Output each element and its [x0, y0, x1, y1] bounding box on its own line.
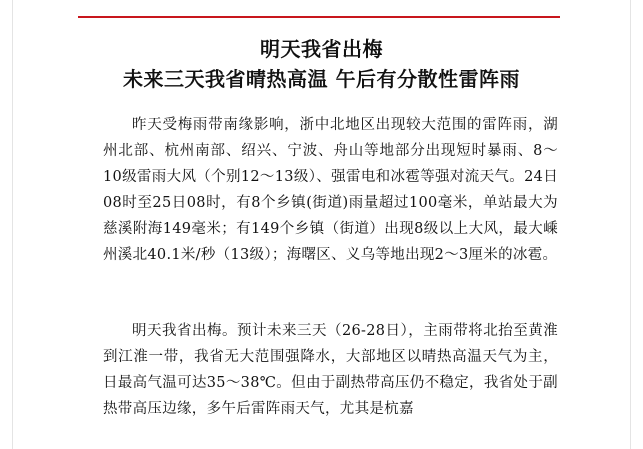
headline-main: 明天我省出梅 — [260, 37, 383, 61]
header-red-rule — [78, 16, 560, 18]
body-paragraph-1: 昨天受梅雨带南缘影响，浙中北地区出现较大范围的雷阵雨，湖州北部、杭州南部、绍兴、宁波、舟山等地部分出现短时暴雨、8～10级雷雨大风（个别12～13级）、强雷电和冰雹等强对流天气。24日08时至25日08时，有8个乡镇(街道)雨量超过100毫米，单站最大为慈溪附海149毫米；有149个乡镇（街道）出现8级以上大风，最大嵊州溪北40.1米/秒（13级）；海曙区、义乌等地出现2～3厘米的冰雹。 — [103, 117, 558, 263]
headline-sub: 未来三天我省晴热高温 午后有分散性雷阵雨 — [123, 67, 520, 91]
top-bar — [0, 0, 643, 22]
body-paragraph-2: 明天我省出梅。预计未来三天（26-28日），主雨带将北抬至黄淮到江淮一带，我省无大范围强降水，大部地区以晴热高温天气为主，日最高气温可达35～38℃。但由于副热带高压仍不稳定，我省处于副热带高压边缘，多午后雷阵雨天气，尤其是杭嘉 — [103, 323, 558, 417]
